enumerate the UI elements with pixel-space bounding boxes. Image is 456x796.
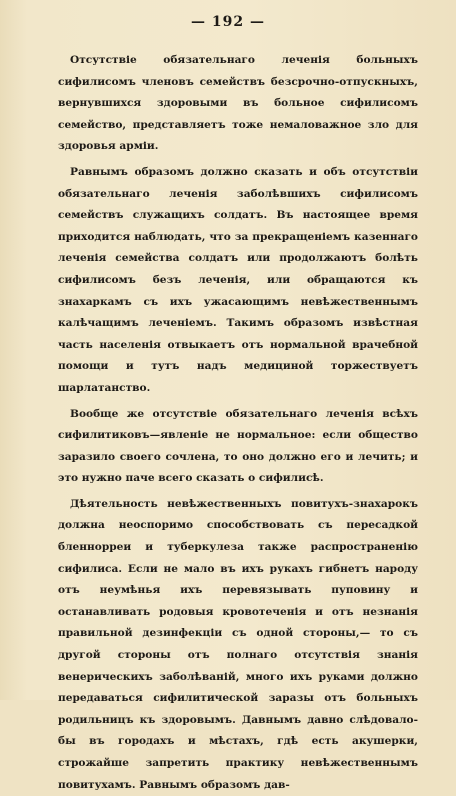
paragraph: Равнымъ образомъ должно сказать и объ отсутствіи обязательнаго леченія заболѣвшихъ сифилисомъ семействъ служащихъ солдатъ. Въ настоящее время приходится наблюдать, что за прекращеніемъ казеннаго леченія семейства солдатъ или продолжаютъ болѣть сифилисомъ безъ леченія, или обращаются къ знахаркамъ съ ихъ ужасающимъ невѣжественнымъ калѣчащимъ леченіемъ. Такимъ образомъ извѣстная часть населенія отвыкаетъ отъ нормальной врачебной помощи и тутъ надъ медициной торжествуетъ шарлатанство.: [58, 165, 418, 394]
paragraph: Дѣятельность невѣжественныхъ повитухъ-знахарокъ должна неоспоримо способствовать съ пересадкой бленнорреи и туберкулеза также распространенію сифилиса. Если не мало въ ихъ рукахъ гибнетъ народу отъ неумѣнья ихъ перевязывать пуповину и останавливать родовыя кровотеченія и отъ незнанія правильной дезинфекціи съ одной стороны,— то съ другой стороны отъ полнаго отсутствія знанія венерическихъ заболѣваній, много ихъ руками должно передаваться сифилитической заразы отъ больныхъ родильницъ къ здоровымъ. Давнымъ давно слѣдовало-бы въ городахъ и мѣстахъ, гдѣ есть акушерки, строжайше запретить практику невѣжественнымъ повитухамъ. Равнымъ образомъ дав-: [58, 497, 418, 791]
paragraph: Отсутствіе обязательнаго леченія больныхъ сифилисомъ членовъ семействъ безсрочно-отпускныхъ, вернувшихся здоровыми въ больное сифилисомъ семейство, представляетъ тоже немаловажное зло для здоровья арміи.: [58, 54, 418, 153]
text-body: [58, 50, 418, 796]
paragraph: Вообще же отсутствіе обязательнаго леченія всѣхъ сифилитиковъ—явленіе не нормальное: если общество заразило своего сочлена, то оно должно его и лечить; и это нужно паче всего сказать о сифилисѣ.: [58, 407, 418, 485]
page-number: — 192 —: [191, 14, 265, 30]
